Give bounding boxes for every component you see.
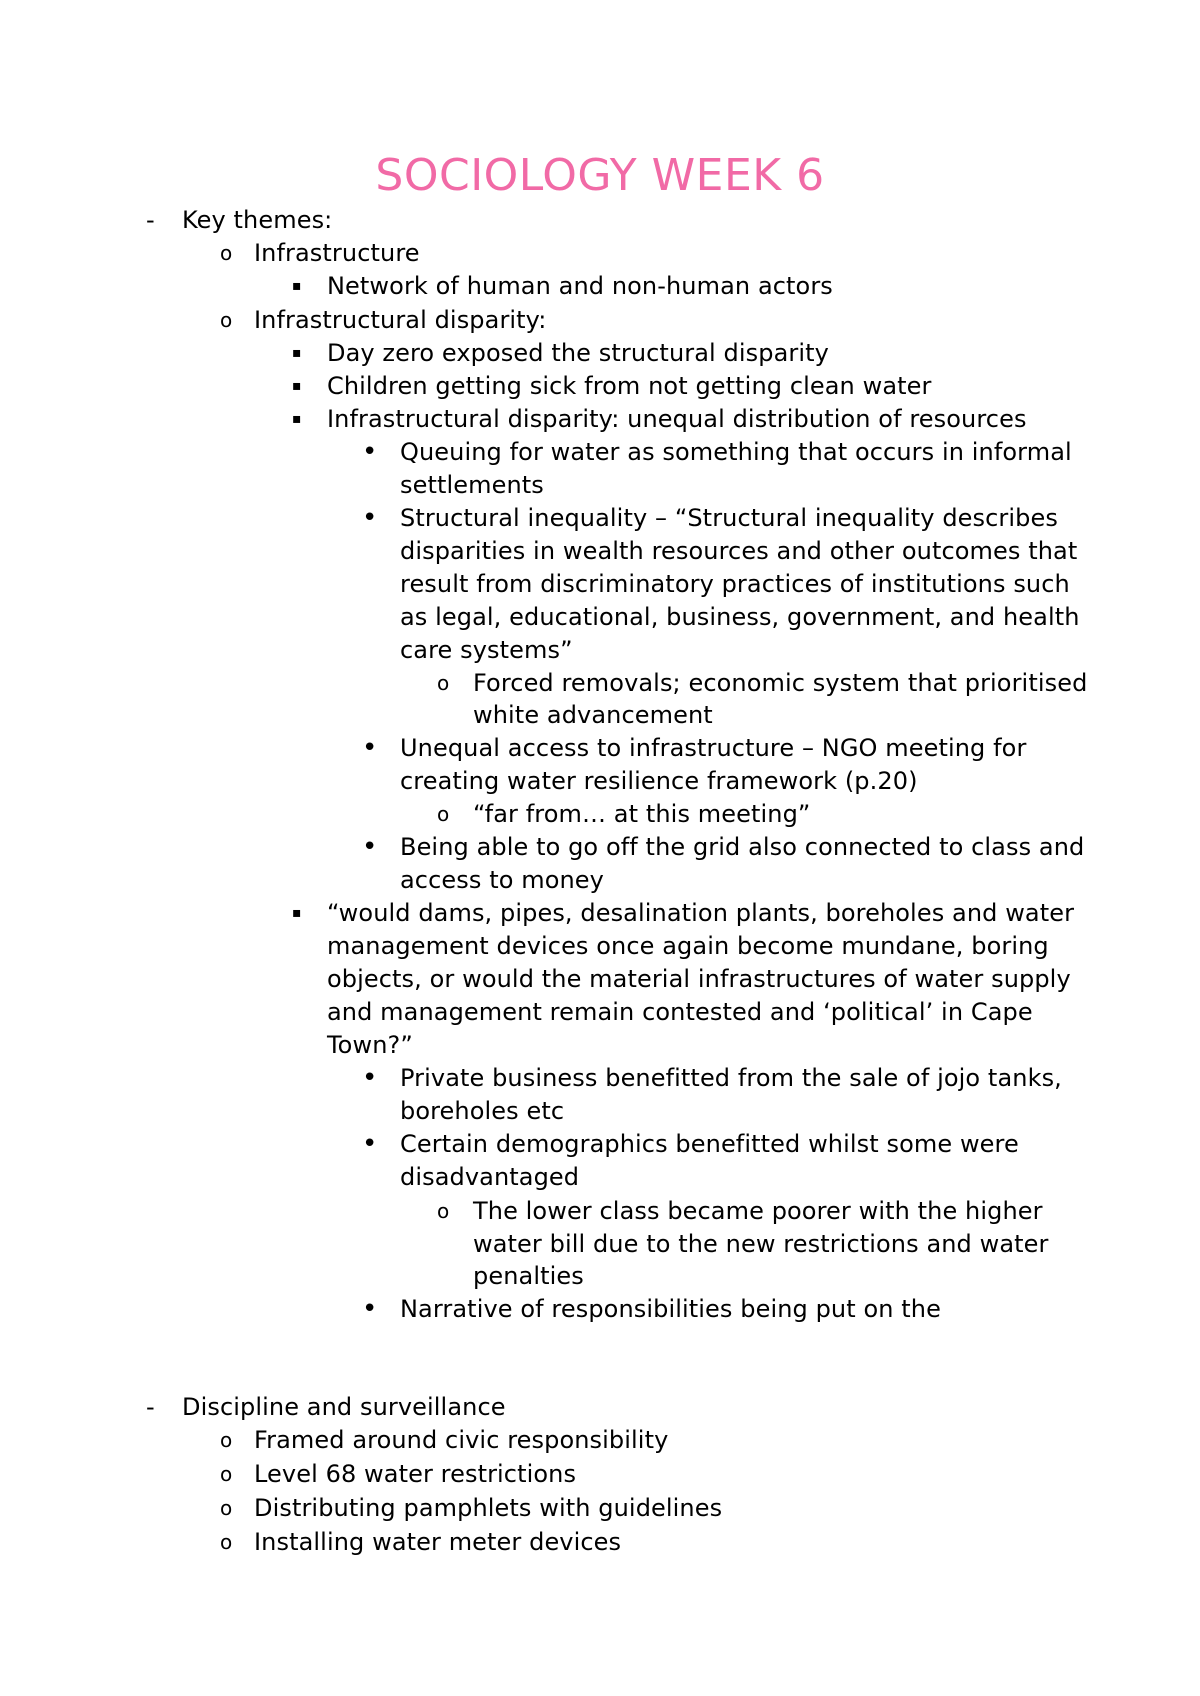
outline-line: Certain demographics benefitted whilst some were xyxy=(400,1130,1019,1158)
outline-line: Children getting sick from not getting clean water xyxy=(327,372,932,400)
square-bullet: ▪ xyxy=(292,345,302,361)
dot-bullet: • xyxy=(362,832,378,862)
outline-line: result from discriminatory practices of institutions such xyxy=(400,570,1070,598)
outline-line: disadvantaged xyxy=(400,1163,580,1191)
outline-line: “far from… at this meeting” xyxy=(473,800,811,828)
circle-bullet: o xyxy=(437,802,450,826)
dot-bullet: • xyxy=(362,1063,378,1093)
outline-line: Town?” xyxy=(327,1031,413,1059)
circle-bullet: o xyxy=(220,308,233,332)
outline-line: water bill due to the new restrictions and water xyxy=(473,1230,1049,1258)
outline-line: penalties xyxy=(473,1262,584,1290)
dot-bullet: • xyxy=(362,437,378,467)
circle-bullet: o xyxy=(437,1199,450,1223)
outline-line: Being able to go off the grid also connected to class and xyxy=(400,833,1085,861)
outline-line: Key themes: xyxy=(182,206,333,234)
outline-line: objects, or would the material infrastructures of water supply xyxy=(327,965,1071,993)
outline-line: Framed around civic responsibility xyxy=(254,1426,669,1454)
outline-line: Network of human and non-human actors xyxy=(327,272,833,300)
outline-line: white advancement xyxy=(473,701,713,729)
outline-line: Infrastructural disparity: unequal distribution of resources xyxy=(327,405,1027,433)
outline-line: Infrastructural disparity: xyxy=(254,306,547,334)
dot-bullet: • xyxy=(362,1129,378,1159)
outline-line: Discipline and surveillance xyxy=(182,1393,506,1421)
dot-bullet: • xyxy=(362,1294,378,1324)
outline-line: settlements xyxy=(400,471,544,499)
outline-line: creating water resilience framework (p.20) xyxy=(400,767,918,795)
outline-line: Structural inequality – “Structural inequality describes xyxy=(400,504,1058,532)
outline-line: management devices once again become mundane, boring xyxy=(327,932,1049,960)
circle-bullet: o xyxy=(220,1530,233,1554)
outline-line: care systems” xyxy=(400,636,573,664)
outline-line: and management remain contested and ‘political’ in Cape xyxy=(327,998,1033,1026)
dash-bullet: - xyxy=(146,206,155,234)
square-bullet: ▪ xyxy=(292,411,302,427)
outline-line: as legal, educational, business, government, and health xyxy=(400,603,1080,631)
square-bullet: ▪ xyxy=(292,905,302,921)
outline-line: Queuing for water as something that occurs in informal xyxy=(400,438,1072,466)
outline-line: Infrastructure xyxy=(254,239,420,267)
outline-line: Unequal access to infrastructure – NGO meeting for xyxy=(400,734,1027,762)
circle-bullet: o xyxy=(220,1462,233,1486)
outline-line: Installing water meter devices xyxy=(254,1528,622,1556)
square-bullet: ▪ xyxy=(292,278,302,294)
dot-bullet: • xyxy=(362,503,378,533)
outline-line: Narrative of responsibilities being put on the xyxy=(400,1295,941,1323)
circle-bullet: o xyxy=(437,671,450,695)
outline-line: Forced removals; economic system that prioritised xyxy=(473,669,1088,697)
circle-bullet: o xyxy=(220,1496,233,1520)
dash-bullet: - xyxy=(146,1393,155,1421)
outline-line: Private business benefitted from the sale of jojo tanks, xyxy=(400,1064,1062,1092)
outline-line: Level 68 water restrictions xyxy=(254,1460,577,1488)
outline-line: boreholes etc xyxy=(400,1097,565,1125)
dot-bullet: • xyxy=(362,733,378,763)
outline-line: Day zero exposed the structural disparity xyxy=(327,339,829,367)
circle-bullet: o xyxy=(220,1428,233,1452)
page-title: SOCIOLOGY WEEK 6 xyxy=(375,150,825,201)
outline-line: access to money xyxy=(400,866,604,894)
outline-line: Distributing pamphlets with guidelines xyxy=(254,1494,723,1522)
outline-line: disparities in wealth resources and other outcomes that xyxy=(400,537,1078,565)
square-bullet: ▪ xyxy=(292,378,302,394)
outline-line: “would dams, pipes, desalination plants, boreholes and water xyxy=(327,899,1075,927)
outline-line: The lower class became poorer with the higher xyxy=(473,1197,1043,1225)
circle-bullet: o xyxy=(220,241,233,265)
